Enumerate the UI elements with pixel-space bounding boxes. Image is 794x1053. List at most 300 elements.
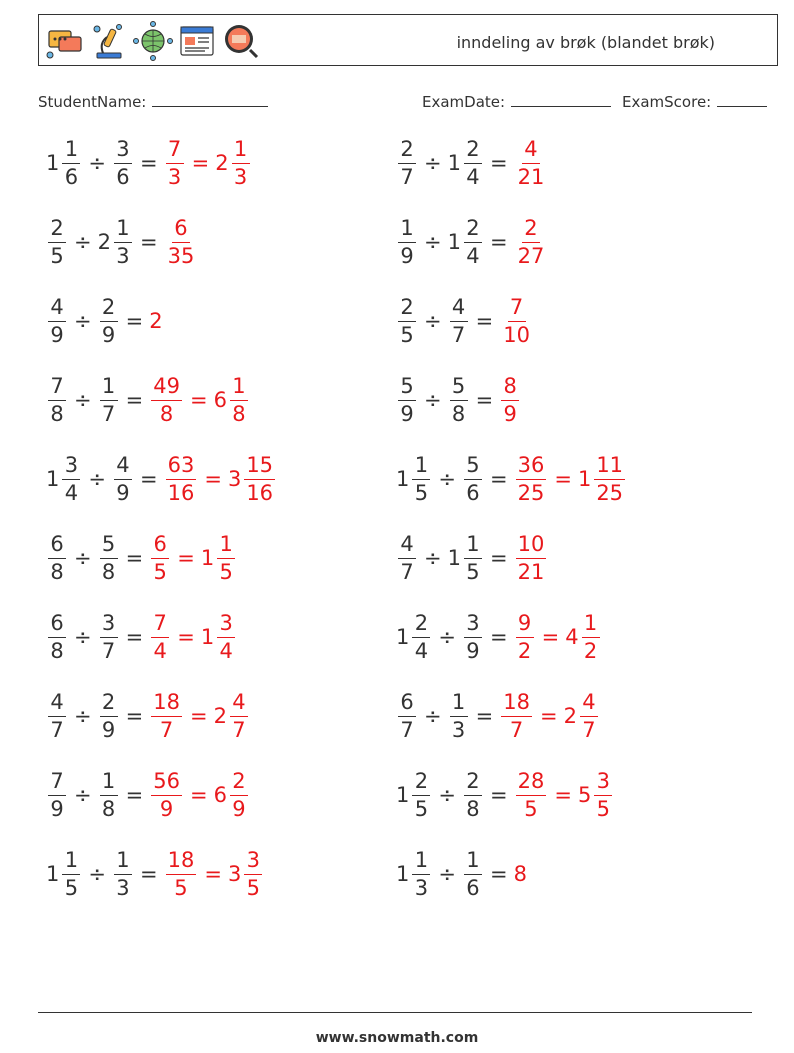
b-frac: [100, 689, 118, 742]
exam-date-label: ExamDate:: [422, 93, 506, 111]
m-denominator: 9: [232, 796, 246, 821]
problem-9: [46, 449, 277, 509]
a-fraction: [396, 610, 432, 663]
a-fraction: [46, 531, 68, 584]
a-frac: [412, 452, 430, 505]
a-frac: [62, 136, 80, 189]
a-numerator: 6: [48, 534, 66, 559]
a-denominator: 5: [50, 243, 64, 268]
b-fraction: [98, 531, 120, 584]
divide-sign: ÷: [88, 151, 106, 175]
problem-14: [396, 607, 602, 667]
b-denominator: 9: [466, 638, 480, 663]
m-denominator: 8: [232, 401, 246, 426]
b-frac: [464, 531, 482, 584]
a-frac: [412, 610, 430, 663]
a-numerator: 2: [398, 297, 416, 322]
m-whole: 2: [213, 704, 227, 728]
b-denominator: 8: [101, 796, 116, 821]
b-numerator: 3: [100, 613, 118, 638]
r-denominator: 5: [524, 796, 538, 821]
b-denominator: 9: [101, 717, 116, 742]
r-denominator: 2: [517, 638, 532, 663]
m-frac: [594, 452, 625, 505]
r-frac: [151, 610, 169, 663]
a-fraction: [396, 847, 432, 900]
a-frac: [398, 689, 416, 742]
r-denominator: 25: [517, 480, 545, 505]
m-frac: [232, 136, 250, 189]
equals-sign: =: [489, 625, 508, 649]
divide-sign: ÷: [438, 467, 456, 491]
b-fraction: [112, 452, 134, 505]
a-denominator: 5: [414, 480, 429, 505]
b-numerator: 1: [464, 850, 482, 875]
a-numerator: 1: [412, 850, 430, 875]
b-frac: [100, 768, 118, 821]
divide-sign: ÷: [438, 625, 456, 649]
a-frac: [48, 531, 66, 584]
a-denominator: 6: [64, 164, 79, 189]
divide-sign: ÷: [74, 230, 92, 254]
r-frac: [151, 689, 182, 742]
b-denominator: 7: [451, 322, 466, 347]
a-denominator: 5: [400, 322, 414, 347]
b-fraction: [97, 215, 134, 268]
r-denominator: 16: [167, 480, 195, 505]
r-denominator: 21: [517, 559, 545, 584]
a-frac: [398, 531, 416, 584]
b-fraction: [448, 294, 470, 347]
r-fraction: [514, 768, 549, 821]
a-fraction: [396, 531, 418, 584]
footer-url: www.snowmath.com: [315, 1030, 479, 1046]
b-frac: [114, 847, 132, 900]
m-frac: [244, 452, 275, 505]
b-frac: [450, 294, 468, 347]
r-numerator: 7: [151, 613, 169, 638]
r-fraction: [149, 373, 184, 426]
equals-sign: =: [139, 467, 158, 491]
b-frac: [464, 136, 482, 189]
r-frac: [151, 768, 182, 821]
b-denominator: 7: [101, 638, 116, 663]
m-denominator: 25: [596, 480, 624, 505]
m-denominator: 2: [583, 638, 598, 663]
divide-sign: ÷: [74, 783, 92, 807]
r-numerator: 18: [501, 692, 532, 717]
b-fraction: [112, 136, 134, 189]
b-whole: 1: [447, 151, 461, 175]
a-whole: 1: [396, 625, 410, 649]
a-denominator: 5: [414, 796, 429, 821]
b-denominator: 5: [466, 559, 480, 584]
a-numerator: 4: [48, 297, 66, 322]
b-fraction: [98, 373, 120, 426]
b-numerator: 1: [114, 850, 132, 875]
a-fraction: [46, 373, 68, 426]
equals-sign: =: [125, 546, 144, 570]
a-fraction: [46, 294, 68, 347]
problem-8: [396, 370, 521, 430]
a-denominator: 8: [50, 559, 64, 584]
student-name-blank[interactable]: [152, 92, 268, 107]
b-fraction: [98, 294, 120, 347]
problem-10: [396, 449, 627, 509]
b-frac: [114, 452, 132, 505]
problem-6: [396, 291, 534, 351]
equals-sign: =: [125, 388, 144, 412]
divide-sign: ÷: [424, 151, 442, 175]
b-fraction: [98, 689, 120, 742]
student-name-field[interactable]: [38, 92, 268, 111]
problem-18: [396, 765, 614, 825]
divide-sign: ÷: [74, 704, 92, 728]
r-denominator: 5: [153, 559, 167, 584]
divide-sign: ÷: [424, 309, 442, 333]
b-denominator: 6: [116, 164, 130, 189]
m-whole: 1: [200, 625, 215, 649]
a-frac: [48, 215, 66, 268]
r-denominator: 8: [159, 401, 174, 426]
r-whole: 2: [149, 309, 163, 333]
equals-sign: =: [489, 783, 508, 807]
r-frac: [166, 215, 197, 268]
r-numerator: 6: [151, 534, 169, 559]
m-numerator: 3: [217, 613, 235, 638]
m-fraction: [577, 452, 627, 505]
equals-sign: =: [489, 546, 508, 570]
equals-sign: =: [125, 704, 144, 728]
a-numerator: 7: [48, 376, 66, 401]
equals-sign: =: [489, 230, 508, 254]
a-whole: 1: [46, 862, 60, 886]
worksheet-header: [38, 14, 778, 66]
r-denominator: 35: [167, 243, 195, 268]
m-denominator: 7: [582, 717, 596, 742]
b-denominator: 7: [101, 401, 116, 426]
a-frac: [398, 373, 416, 426]
worksheet-title: inndeling av brøk (blandet brøk): [456, 33, 715, 52]
equals-sign-answer: =: [554, 467, 572, 491]
a-frac: [48, 373, 66, 426]
m-frac: [594, 768, 612, 821]
a-whole: 1: [396, 783, 410, 807]
a-fraction: [396, 136, 418, 189]
b-frac: [464, 610, 482, 663]
m-numerator: 1: [230, 376, 248, 401]
m-numerator: 11: [594, 455, 625, 480]
a-frac: [398, 294, 416, 347]
chat-icon: [45, 21, 85, 61]
b-fraction: [448, 689, 470, 742]
a-frac: [412, 847, 430, 900]
b-denominator: 3: [116, 243, 130, 268]
m-numerator: 4: [580, 692, 598, 717]
microscope-icon: [89, 21, 129, 61]
m-fraction: [227, 847, 264, 900]
divide-sign: ÷: [74, 546, 92, 570]
problem-20: [396, 844, 528, 904]
a-denominator: 7: [400, 164, 414, 189]
r-denominator: 3: [167, 164, 182, 189]
m-whole: 4: [565, 625, 579, 649]
a-fraction: [46, 136, 82, 189]
r-frac: [151, 373, 182, 426]
r-numerator: 8: [501, 376, 519, 401]
r-frac: [516, 215, 547, 268]
a-denominator: 3: [414, 875, 429, 900]
search-badge-icon: [221, 21, 261, 61]
m-whole: 6: [213, 783, 227, 807]
exam-score-blank[interactable]: [717, 92, 767, 107]
equals-sign: =: [125, 783, 144, 807]
b-frac: [464, 768, 482, 821]
m-frac: [230, 373, 248, 426]
r-frac: [166, 847, 197, 900]
equals-sign-answer: =: [204, 862, 222, 886]
a-numerator: 2: [48, 218, 66, 243]
r-fraction: [164, 136, 186, 189]
r-frac: [516, 531, 547, 584]
m-denominator: 4: [219, 638, 233, 663]
b-fraction: [98, 768, 120, 821]
m-numerator: 15: [244, 455, 275, 480]
divide-sign: ÷: [424, 388, 442, 412]
problem-13: [46, 607, 237, 667]
b-frac: [100, 294, 118, 347]
problem-5: [46, 291, 164, 351]
exam-date-blank[interactable]: [511, 92, 611, 107]
m-fraction: [200, 610, 237, 663]
b-frac: [450, 689, 468, 742]
r-numerator: 7: [508, 297, 526, 322]
a-numerator: 5: [398, 376, 416, 401]
m-frac: [217, 531, 235, 584]
equals-sign: =: [139, 230, 158, 254]
a-denominator: 8: [50, 401, 64, 426]
a-numerator: 1: [412, 455, 430, 480]
r-fraction: [514, 531, 549, 584]
r-fraction: [499, 689, 534, 742]
r-numerator: 18: [151, 692, 182, 717]
m-denominator: 5: [219, 559, 233, 584]
m-whole: 3: [227, 862, 242, 886]
a-numerator: 1: [398, 218, 416, 243]
b-numerator: 2: [464, 771, 482, 796]
m-frac: [244, 847, 262, 900]
b-frac: [450, 373, 468, 426]
a-fraction: [396, 768, 432, 821]
m-whole: 1: [577, 467, 592, 491]
b-denominator: 4: [466, 164, 480, 189]
r-frac: [516, 452, 547, 505]
r-fraction: [149, 309, 163, 333]
equals-sign: =: [125, 625, 144, 649]
m-frac: [217, 610, 235, 663]
equals-sign: =: [475, 388, 494, 412]
a-denominator: 8: [50, 638, 64, 663]
a-numerator: 2: [398, 139, 416, 164]
a-frac: [62, 452, 80, 505]
r-fraction: [514, 136, 549, 189]
divide-sign: ÷: [424, 704, 442, 728]
r-frac: [516, 610, 534, 663]
newspaper-icon: [177, 21, 217, 61]
b-fraction: [98, 610, 120, 663]
r-denominator: 7: [159, 717, 174, 742]
a-denominator: 9: [50, 322, 64, 347]
m-frac: [582, 610, 600, 663]
b-denominator: 9: [116, 480, 130, 505]
r-fraction: [149, 768, 184, 821]
r-frac: [166, 136, 184, 189]
b-numerator: 4: [114, 455, 132, 480]
b-numerator: 1: [450, 692, 468, 717]
a-fraction: [46, 215, 68, 268]
m-whole: 3: [227, 467, 242, 491]
r-denominator: 27: [517, 243, 545, 268]
exam-score-label: ExamScore:: [622, 93, 712, 111]
r-frac: [501, 373, 519, 426]
problem-12: [396, 528, 548, 588]
m-denominator: 5: [246, 875, 260, 900]
divide-sign: ÷: [74, 388, 92, 412]
problem-3: [46, 212, 198, 272]
a-frac: [398, 136, 416, 189]
divide-sign: ÷: [424, 230, 442, 254]
equals-sign: =: [489, 467, 508, 491]
r-fraction: [149, 689, 184, 742]
divide-sign: ÷: [74, 309, 92, 333]
m-fraction: [215, 136, 251, 189]
b-numerator: 1: [100, 376, 118, 401]
b-denominator: 6: [466, 875, 480, 900]
equals-sign: =: [139, 151, 158, 175]
problem-1: [46, 133, 252, 193]
a-fraction: [46, 768, 68, 821]
m-fraction: [563, 689, 600, 742]
r-denominator: 5: [174, 875, 188, 900]
problem-4: [396, 212, 548, 272]
r-fraction: [164, 215, 199, 268]
r-frac: [151, 531, 169, 584]
b-numerator: 5: [100, 534, 118, 559]
r-numerator: 63: [166, 455, 197, 480]
a-denominator: 9: [400, 243, 414, 268]
a-whole: 1: [396, 467, 410, 491]
a-numerator: 2: [412, 613, 430, 638]
a-frac: [398, 215, 416, 268]
b-numerator: 1: [464, 534, 482, 559]
a-numerator: 4: [398, 534, 416, 559]
a-whole: 1: [396, 862, 410, 886]
problem-19: [46, 844, 264, 904]
divide-sign: ÷: [438, 783, 456, 807]
a-denominator: 7: [400, 717, 414, 742]
b-fraction: [462, 610, 484, 663]
a-denominator: 7: [400, 559, 414, 584]
b-numerator: 5: [464, 455, 482, 480]
b-denominator: 9: [101, 322, 116, 347]
b-whole: 1: [447, 546, 461, 570]
m-numerator: 3: [244, 850, 262, 875]
header-icons: [45, 21, 261, 61]
a-numerator: 1: [62, 139, 80, 164]
m-frac: [230, 689, 248, 742]
equals-sign-answer: =: [204, 467, 222, 491]
b-fraction: [448, 373, 470, 426]
exam-date-field[interactable]: [422, 92, 611, 111]
r-numerator: 2: [522, 218, 540, 243]
problem-2: [396, 133, 548, 193]
b-fraction: [112, 847, 134, 900]
b-numerator: 2: [464, 139, 482, 164]
b-fraction: [447, 531, 484, 584]
exam-score-field[interactable]: [622, 92, 767, 111]
b-fraction: [447, 136, 484, 189]
student-name-label: StudentName:: [38, 93, 147, 111]
a-denominator: 4: [414, 638, 429, 663]
r-fraction: [164, 847, 199, 900]
b-numerator: 1: [114, 218, 132, 243]
r-numerator: 6: [172, 218, 190, 243]
r-frac: [501, 689, 532, 742]
equals-sign-answer: =: [189, 388, 208, 412]
equals-sign: =: [475, 704, 494, 728]
a-frac: [48, 768, 66, 821]
a-frac: [62, 847, 80, 900]
equals-sign: =: [125, 309, 144, 333]
problem-7: [46, 370, 250, 430]
m-numerator: 4: [230, 692, 248, 717]
a-numerator: 1: [62, 850, 80, 875]
b-numerator: 5: [450, 376, 468, 401]
a-frac: [412, 768, 430, 821]
problem-15: [46, 686, 250, 746]
r-fraction: [149, 531, 171, 584]
equals-sign-answer: =: [554, 783, 572, 807]
r-numerator: 49: [151, 376, 182, 401]
a-denominator: 5: [64, 875, 79, 900]
problem-17: [46, 765, 250, 825]
m-denominator: 7: [232, 717, 246, 742]
r-numerator: 10: [516, 534, 547, 559]
m-whole: 1: [200, 546, 215, 570]
a-whole: 1: [46, 467, 60, 491]
b-denominator: 3: [116, 875, 130, 900]
r-denominator: 10: [503, 322, 530, 347]
r-denominator: 7: [509, 717, 524, 742]
problem-11: [46, 528, 237, 588]
r-fraction: [499, 373, 521, 426]
m-fraction: [227, 452, 277, 505]
r-fraction: [164, 452, 199, 505]
a-denominator: 7: [50, 717, 64, 742]
a-denominator: 9: [50, 796, 64, 821]
a-denominator: 4: [64, 480, 79, 505]
equals-sign: =: [489, 862, 508, 886]
b-frac: [464, 215, 482, 268]
a-fraction: [396, 215, 418, 268]
a-fraction: [46, 610, 68, 663]
a-numerator: 3: [62, 455, 80, 480]
r-numerator: 7: [166, 139, 184, 164]
a-numerator: 2: [412, 771, 430, 796]
m-fraction: [200, 531, 237, 584]
m-numerator: 1: [582, 613, 600, 638]
r-fraction: [514, 862, 528, 886]
